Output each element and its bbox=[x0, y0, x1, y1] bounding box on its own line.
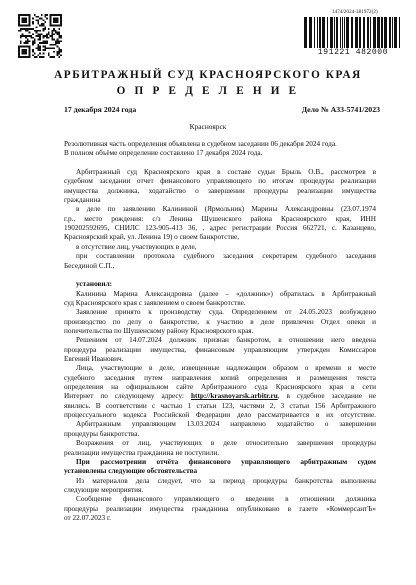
body-heading-line: установил: bbox=[76, 280, 113, 289]
body-line: явились. В соответствии с частью 1 статьи 123, частями 2, 3 статьи 156 Арбитражного bbox=[64, 401, 376, 410]
barcode-bars bbox=[302, 17, 404, 48]
body-line: 190202592695, СНИЛС 123-905-413 36, , адрес регистрации Россия 662721, с. Казанцево, bbox=[64, 224, 376, 233]
body-line: производство по делу о банкротстве, к участию в деле привлечен Отдел опеки и bbox=[64, 317, 376, 326]
city: Красноярск bbox=[189, 122, 227, 131]
body-line: г.р., место рождения: с/з Ленина Шушенского района Красноярского края, ИНН bbox=[64, 214, 376, 223]
body-line: имущества должника, ходатайство о завершении процедуры реализации имущества bbox=[64, 186, 376, 195]
body-line bbox=[64, 392, 376, 401]
case-reference: 1474/2024-381972(2) bbox=[332, 10, 378, 15]
body-line: Евгений Иванович. bbox=[64, 355, 124, 363]
body-line: Возражения от лиц, участвующих в деле относительно завершения процедуры bbox=[76, 439, 376, 448]
body-line: Из материалов дела следует, что за период процедуры банкротства выполнены bbox=[76, 476, 376, 485]
intro-line: Резолютивная часть определения объявлена в судебном заседании 06 декабря 2024 года. bbox=[64, 140, 337, 148]
body-heading-line: При рассмотрении отчёта финансового управляющего арбитражным судом bbox=[76, 457, 376, 466]
body-line: Красноярский край, ул. Ленина 19) о своем банкротстве, bbox=[64, 233, 240, 242]
intro-line: В полном объёме определение составлено 17 декабря 2024 года. bbox=[64, 149, 263, 157]
body-line: от 22.07.2023 г. bbox=[64, 514, 111, 522]
body-line: Бесединой С.П., bbox=[64, 261, 115, 270]
body-heading-line: установлены следующие обстоятельства bbox=[64, 467, 198, 476]
body-line: определения на официальном сайте Арбитражного суда Красноярского края в сети bbox=[64, 383, 376, 391]
body-line: следующие мероприятия. bbox=[64, 485, 144, 494]
body-text: , в судебное заседание не bbox=[277, 392, 376, 401]
document-date: 17 декабря 2024 года bbox=[64, 105, 137, 114]
court-website-link[interactable]: http://krasnoyarsk.arbitr.ru bbox=[191, 392, 278, 401]
body-line: процедуры реализации имущества гражданина опубликовано в газете «КоммерсантЪ» bbox=[64, 504, 376, 513]
barcode bbox=[302, 17, 404, 57]
body-line: реализации имущества гражданина не поступили. bbox=[64, 448, 220, 457]
barcode-digits: 191221 482000 bbox=[302, 48, 404, 57]
body-line: при составлении протокола судебного заседания секретарем судебного заседания bbox=[76, 252, 376, 261]
body-line: Арбитражный суд Красноярского края в составе судьи Брыль О.В., рассмотрев в bbox=[76, 168, 376, 176]
body-line: Решением от 14.07.2024 должник признан банкротом, в отношении него введена bbox=[76, 336, 376, 345]
body-line: процессуального кодекса Российской Федерации дело рассматривается в их отсутствие. bbox=[64, 411, 376, 420]
body-line: Калинина Марина Александровна (далее – «должник») обратилась в Арбитражный bbox=[76, 289, 376, 298]
body-line: в отсутствие лиц, участвующих в деле, bbox=[76, 242, 197, 251]
body-line: судебного заседания путем направления копий определения и размещения текста bbox=[64, 373, 376, 382]
body-line: попечительства по Шушенскому району Красноярского края. bbox=[64, 326, 254, 335]
body-line: процедуры банкротства. bbox=[64, 429, 140, 438]
case-number: Дело № А33-5741/2023 bbox=[301, 105, 380, 114]
body-line: гражданина bbox=[64, 196, 101, 205]
body-line: судебном заседании отчет финансового управляющего по итогам процедуры реализации bbox=[64, 177, 376, 186]
body-text: Интернет по следующему адресу: bbox=[64, 392, 185, 401]
qr-code bbox=[18, 14, 62, 58]
body-line: в деле по заявлению Калининой (Ярмольник) Марины Александровны (23.07.1974 bbox=[76, 205, 376, 214]
body-line: процедура реализации имущества, финансовым управляющим утвержден Комиссаров bbox=[64, 345, 376, 354]
body-line: Лица, участвующие в деле, извещенные надлежащим образом о времени и месте bbox=[76, 364, 376, 373]
document-type: О П Р Е Д Е Л Е Н И Е bbox=[116, 85, 300, 97]
body-line: Сообщение финансового управляющего о введении в отношении должника bbox=[76, 495, 376, 504]
body-line: Заявление принято к производству суда. Определением от 24.05.2023 возбуждено bbox=[76, 308, 376, 317]
body-line: суд Красноярского края с заявлением о своем банкротстве. bbox=[64, 298, 246, 307]
court-name: АРБИТРАЖНЫЙ СУД КРАСНОЯРСКОГО КРАЯ bbox=[54, 69, 362, 81]
body-line: Арбитражным управляющим 13.03.2024 направлено ходатайство о завершении bbox=[76, 420, 376, 429]
